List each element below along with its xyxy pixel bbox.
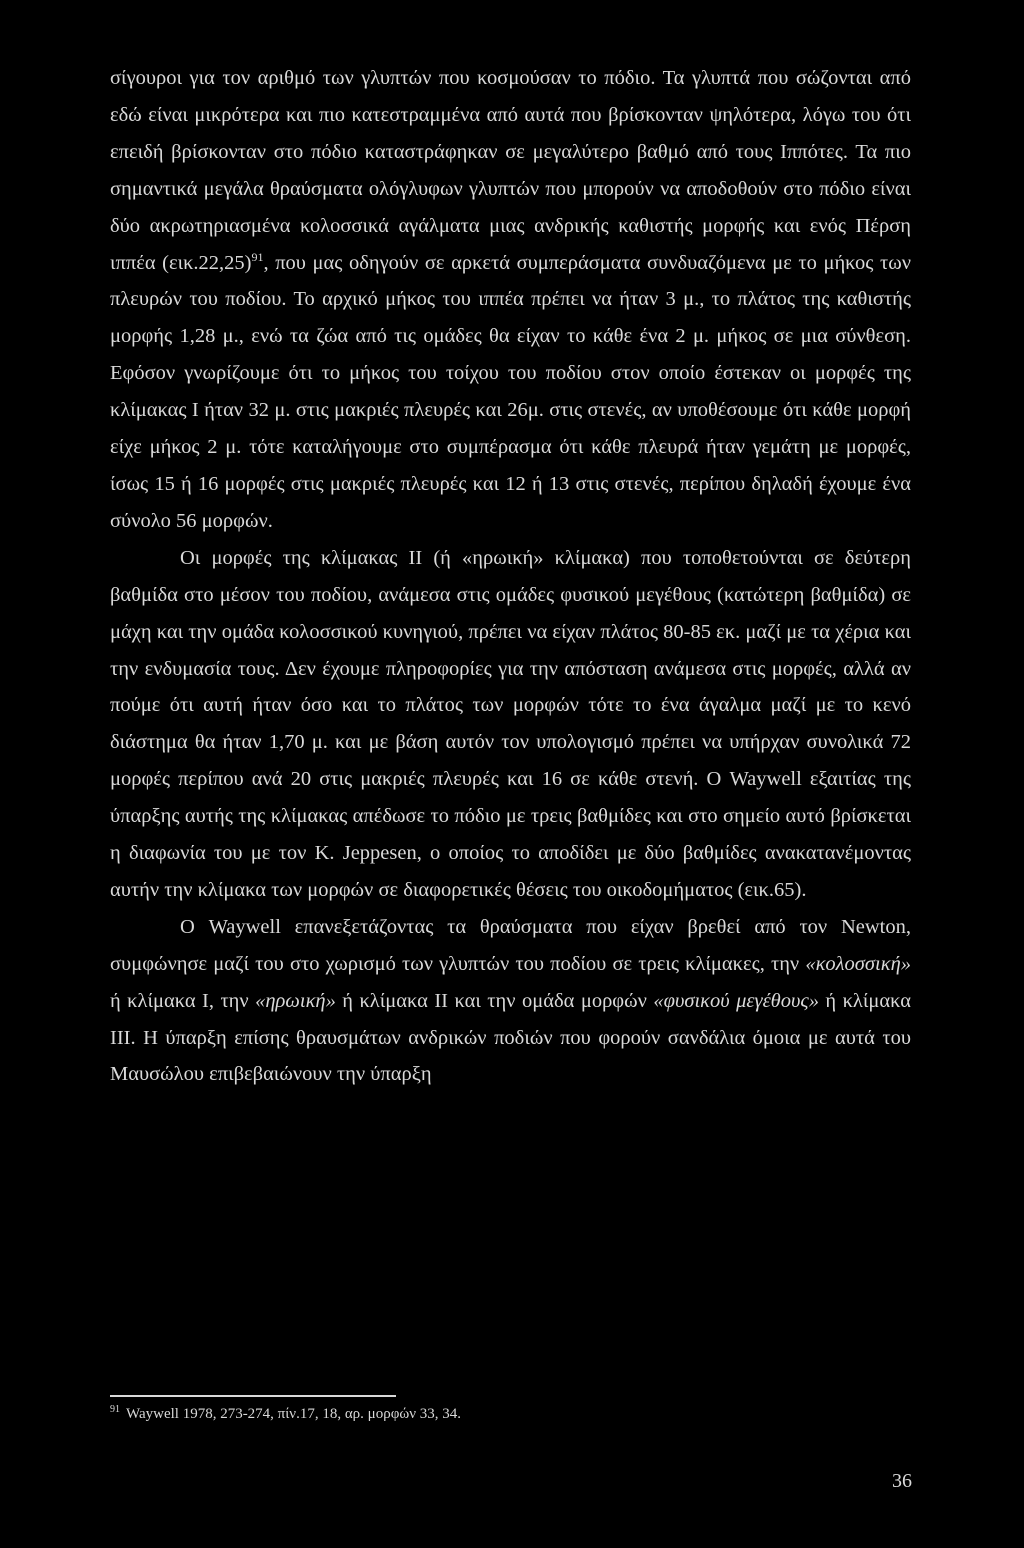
paragraph-1-text-b: , που μας οδηγούν σε αρκετά συμπεράσματα συνδυαζόμενα με το μήκος των πλευρών του ποδίου. Το αρχικό μήκος του ιππέα πρέπει να ήταν 3 μ., το πλάτος της καθιστής μορφής 1,28 μ., ενώ τα ζώα από τις ομάδες θα είχαν το κάθε ένα 2 μ. μήκος σε μια σύνθεση. Εφόσον γνωρίζουμε ότι το μήκος του τοίχου του ποδίου στον οποίο έστεκαν οι μορφές της κλίμακας Ι ήταν 32 μ. στις μακριές πλευρές και 26μ. στις στενές, αν υποθέσουμε ότι κάθε μορφή είχε μήκος 2 μ. τότε καταλήγουμε στο συμπέρασμα ότι κάθε πλευρά ήταν γεμάτη με μορφές, ίσως 15 ή 16 μορφές στις μακριές πλευρές και 12 ή 13 στις στενές, περίπου δηλαδή έχουμε ένα σύνολο 56 μορφών. xyxy=(110,251,911,532)
paragraph-2: Οι μορφές της κλίμακας ΙΙ (ή «ηρωική» κλίμακα) που τοποθετούνται σε δεύτερη βαθμίδα στο μέσον του ποδίου, ανάμεσα στις ομάδες φυσικού μεγέθους (κατώτερη βαθμίδα) σε μάχη και την ομάδα κολοσσικού κυνηγιού, πρέπει να είχαν πλάτος 80-85 εκ. μαζί με τα χέρια και την ενδυμασία τους. Δεν έχουμε πληροφορίες για την απόσταση ανάμεσα στις μορφές, αλλά αν πούμε ότι αυτή ήταν όσο και το πλάτος των μορφών τότε το ένα άγαλμα μαζί με το κενό διάστημα θα ήταν 1,70 μ. και με βάση αυτόν τον υπολογισμό πρέπει να υπήρχαν συνολικά 72 μορφές περίπου ανά 20 στις μακριές πλευρές και 16 σε κάθε στενή. Ο Waywell εξαιτίας της ύπαρξης αυτής της κλίμακας απέδωσε το πόδιο με τρεις βαθμίδες και στο σημείο αυτό βρίσκεται η διαφωνία του με τον Κ. Jeppesen, ο οποίος το αποδίδει με δύο βαθμίδες ανακατανέμοντας αυτήν την κλίμακα των μορφών σε διαφορετικές θέσεις του οικοδομήματος (εικ.65). xyxy=(110,546,911,901)
footnote-number: 91 xyxy=(110,1404,120,1415)
paragraph-3 xyxy=(110,909,911,1094)
paragraph-1-text-a: σίγουροι για τον αριθμό των γλυπτών που κοσμούσαν το πόδιο. Τα γλυπτά που σώζονται από εδώ είναι μικρότερα και πιο κατεστραμμένα από αυτά που βρίσκονταν ψηλότερα, λόγω του ότι επειδή βρίσκονταν στο πόδιο καταστράφηκαν σε μεγαλύτερο βαθμό από τους Ιππότες. Τα πιο σημαντικά μεγάλα θραύσματα ολόγλυφων γλυπτών που μπορούν να αποδοθούν στο πόδιο είναι δύο ακρωτηριασμένα κολοσσικά αγάλματα μιας ανδρικής καθιστής μορφής και ενός Πέρση ιππέα (εικ.22,25) xyxy=(110,67,911,274)
footnote-text: Waywell 1978, 273-274, πίν.17, 18, αρ. μορφών 33, 34. xyxy=(126,1406,462,1422)
paragraph-3-text-c: ή κλίμακα ΙΙ και την ομάδα μορφών xyxy=(335,989,654,1012)
paragraph-3-text-d: ή κλίμακα ΙΙΙ. Η ύπαρξη επίσης θραυσμάτων ανδρικών ποδιών που φορούν σανδάλια όμοια με αυτά του Μαυσώλου επιβεβαιώνουν την ύπαρξη xyxy=(110,989,911,1086)
paragraph-3-text-a: Ο Waywell επανεξετάζοντας τα θραύσματα που είχαν βρεθεί από τον Newton, συμφώνησε μαζί του στο χωρισμό των γλυπτών του ποδίου σε τρεις κλίμακες, την xyxy=(110,915,911,975)
paragraph-3-text-b: ή κλίμακα Ι, την xyxy=(110,989,256,1012)
paragraph-1 xyxy=(110,60,911,540)
term-iroiki: «ηρωική» xyxy=(255,989,336,1012)
body-text xyxy=(110,60,911,1093)
term-fysikou-megethous: «φυσικού μεγέθους» xyxy=(653,989,819,1012)
footnote-divider xyxy=(110,1395,396,1397)
page-number: 36 xyxy=(892,1470,912,1492)
footnote xyxy=(110,1404,910,1424)
term-kolossiki: «κολοσσική» xyxy=(805,952,911,975)
footnote-reference[interactable]: 91 xyxy=(251,249,264,264)
